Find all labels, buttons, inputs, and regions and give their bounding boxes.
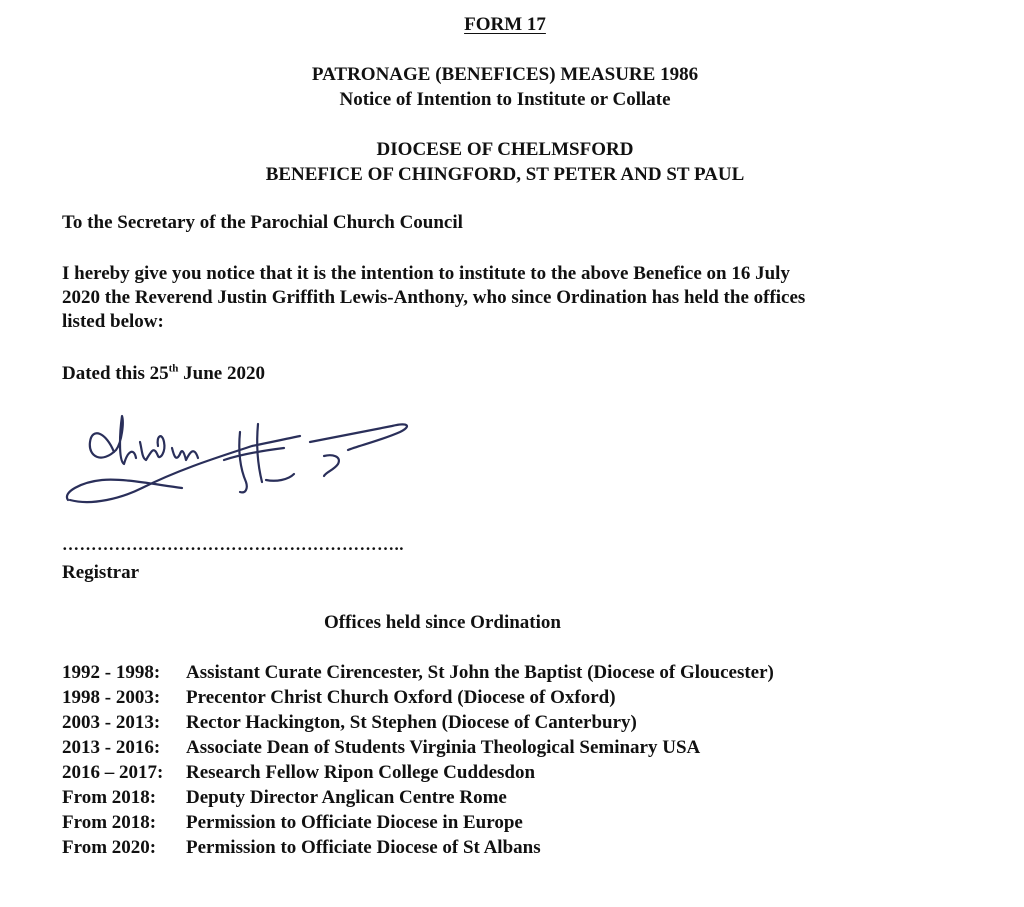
- office-title: Research Fellow Ripon College Cuddesdon: [186, 762, 536, 783]
- signature-line: …………………………………………………..: [62, 535, 404, 554]
- office-row: [62, 835, 774, 860]
- measure-title: PATRONAGE (BENEFICES) MEASURE 1986: [311, 64, 699, 85]
- office-period: From 2018:: [62, 812, 157, 833]
- office-period: 1998 - 2003:: [62, 687, 161, 708]
- office-row: [62, 760, 774, 785]
- diocese-title: DIOCESE OF CHELMSFORD: [376, 139, 634, 160]
- office-row: [62, 735, 774, 760]
- office-row: [62, 810, 774, 835]
- office-period: From 2020:: [62, 837, 157, 858]
- notice-title: Notice of Intention to Institute or Collate: [339, 89, 671, 110]
- addressee-line: To the Secretary of the Parochial Church Council: [62, 212, 463, 233]
- office-period: 1992 - 1998:: [62, 662, 161, 683]
- office-row: [62, 785, 774, 810]
- paragraph-line: 2020 the Reverend Justin Griffith Lewis-Anthony, who since Ordination has held the offices: [62, 287, 806, 308]
- dated-line: [62, 362, 265, 386]
- paragraph-line: listed below:: [62, 311, 164, 332]
- office-period: From 2018:: [62, 787, 157, 808]
- office-title: Assistant Curate Cirencester, St John the Baptist (Diocese of Gloucester): [186, 662, 774, 683]
- office-title: Permission to Officiate Diocese in Europe: [186, 812, 523, 833]
- dated-prefix: Dated this 25: [62, 363, 169, 384]
- office-title: Associate Dean of Students Virginia Theological Seminary USA: [186, 737, 701, 758]
- dated-rest: June 2020: [178, 363, 265, 384]
- office-row: [62, 660, 774, 685]
- office-title: Precentor Christ Church Oxford (Diocese of Oxford): [186, 687, 616, 708]
- offices-list: [62, 660, 774, 860]
- office-title: Permission to Officiate Diocese of St Albans: [186, 837, 541, 858]
- paragraph-line: I hereby give you notice that it is the intention to institute to the above Benefice on 16 July: [62, 263, 790, 284]
- office-period: 2016 – 2017:: [62, 762, 164, 783]
- form-title: FORM 17: [464, 14, 546, 35]
- office-title: Rector Hackington, St Stephen (Diocese of Canterbury): [186, 712, 637, 733]
- notice-paragraph: [62, 262, 962, 334]
- office-row: [62, 685, 774, 710]
- benefice-title: BENEFICE OF CHINGFORD, ST PETER AND ST PAUL: [265, 164, 745, 185]
- offices-heading: Offices held since Ordination: [324, 612, 561, 633]
- registrar-label: Registrar: [62, 562, 140, 583]
- registrar-signature: [62, 402, 442, 512]
- office-period: 2003 - 2013:: [62, 712, 161, 733]
- office-period: 2013 - 2016:: [62, 737, 161, 758]
- office-title: Deputy Director Anglican Centre Rome: [186, 787, 507, 808]
- office-row: [62, 710, 774, 735]
- dated-ordinal: th: [168, 362, 179, 375]
